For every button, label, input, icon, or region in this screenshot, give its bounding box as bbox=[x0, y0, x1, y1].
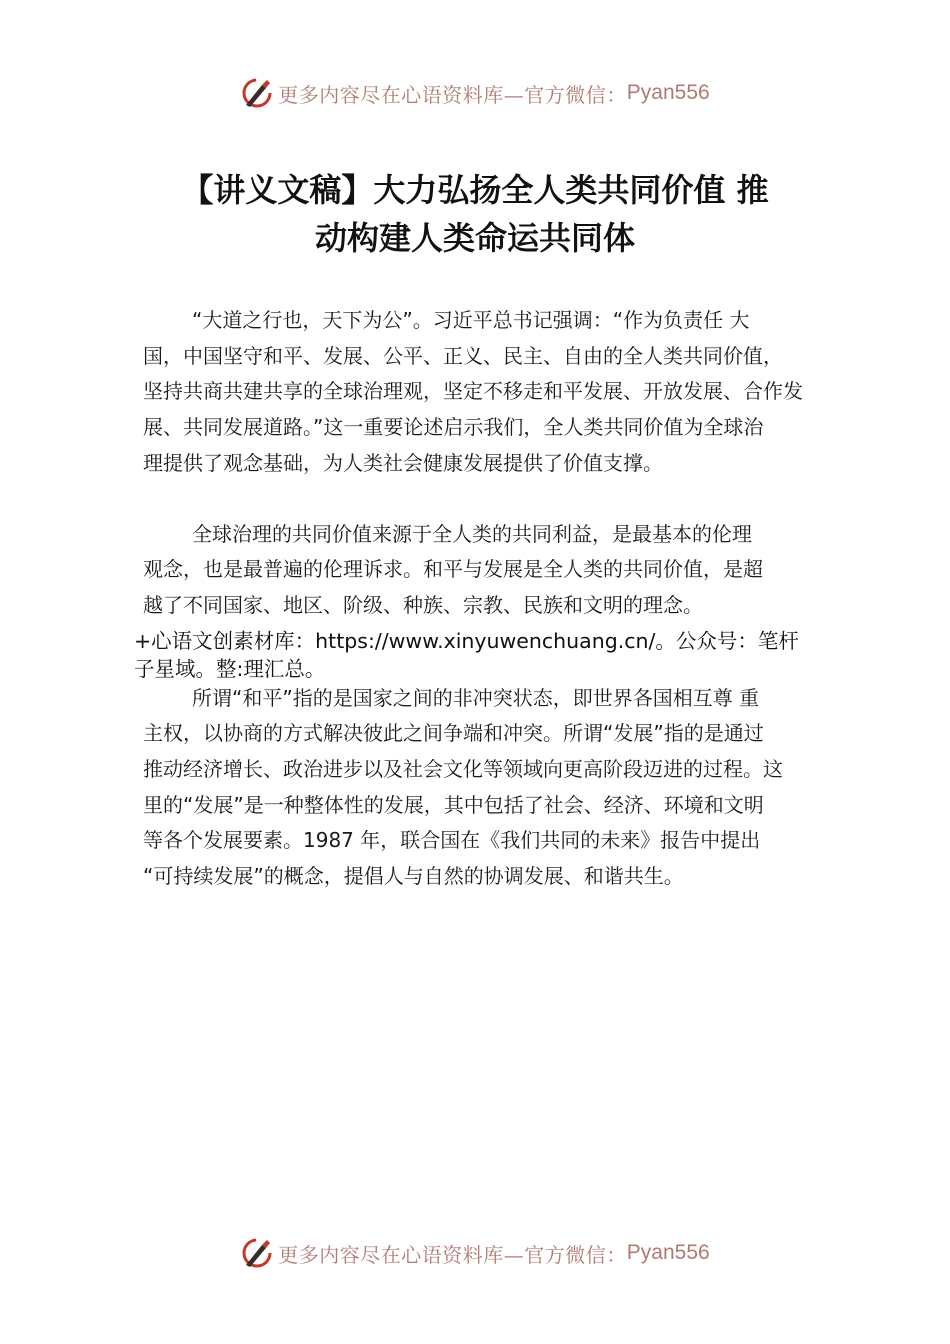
banner-text: 更多内容尽在心语资料库—官方微信： bbox=[278, 82, 627, 107]
paragraph-2-line: 观念，也是最普遍的伦理诉求。和平与发展是全人类的共同价值，是超 bbox=[143, 557, 763, 581]
banner-wechat-id: Pyan556 bbox=[626, 1241, 710, 1264]
paragraph-2-line: 越了不同国家、地区、阶级、种族、宗教、民族和文明的理念。 bbox=[143, 593, 703, 617]
header-banner bbox=[0, 71, 950, 115]
paragraph-3-line: 推动经济增长、政治进步以及社会文化等领域向更高阶段迈进的过程。这 bbox=[143, 757, 783, 781]
paragraph-1-line: 理提供了观念基础，为人类社会健康发展提供了价值支撑。 bbox=[143, 451, 663, 475]
pen-logo-icon bbox=[240, 76, 274, 110]
page-title-line-2: 动构建人类命运共同体 bbox=[314, 219, 635, 257]
pen-logo-icon bbox=[240, 1236, 274, 1270]
paragraph-1-line: “大道之行也，天下为公”。习近平总书记强调：“作为负责任 大 bbox=[192, 308, 750, 332]
paragraph-1-line: 展、共同发展道路。”这一重要论述启示我们，全人类共同价值为全球治 bbox=[143, 415, 764, 439]
paragraph-1-line: 坚持共商共建共享的全球治理观，坚定不移走和平发展、开放发展、合作发 bbox=[143, 379, 803, 403]
source-note-line: 子星域。整:理汇总。 bbox=[134, 657, 326, 681]
footer-banner bbox=[0, 1231, 950, 1275]
page-title-line-1: 【讲义文稿】大力弘扬全人类共同价值 推 bbox=[181, 171, 769, 209]
paragraph-3-line: “可持续发展”的概念，提倡人与自然的协调发展、和谐共生。 bbox=[143, 864, 684, 888]
banner-text: 更多内容尽在心语资料库—官方微信： bbox=[278, 1242, 627, 1267]
paragraph-1-line: 国，中国坚守和平、发展、公平、正义、民主、自由的全人类共同价值， bbox=[143, 344, 783, 368]
paragraph-3-line: 里的“发展”是一种整体性的发展，其中包括了社会、经济、环境和文明 bbox=[143, 793, 764, 817]
source-note-line: +心语文创素材库：https://www.xinyuwenchuang.cn/。公众号：笔杆 bbox=[134, 629, 799, 653]
paragraph-2-line: 全球治理的共同价值来源于全人类的共同利益，是最基本的伦理 bbox=[192, 522, 752, 546]
paragraph-3-line: 所谓“和平”指的是国家之间的非冲突状态，即世界各国相互尊 重 bbox=[192, 686, 760, 710]
paragraph-3-line: 主权，以协商的方式解决彼此之间争端和冲突。所谓“发展”指的是通过 bbox=[143, 721, 764, 745]
banner-wechat-id: Pyan556 bbox=[626, 81, 710, 104]
paragraph-3-line: 等各个发展要素。1987 年，联合国在《我们共同的未来》报告中提出 bbox=[143, 828, 761, 852]
